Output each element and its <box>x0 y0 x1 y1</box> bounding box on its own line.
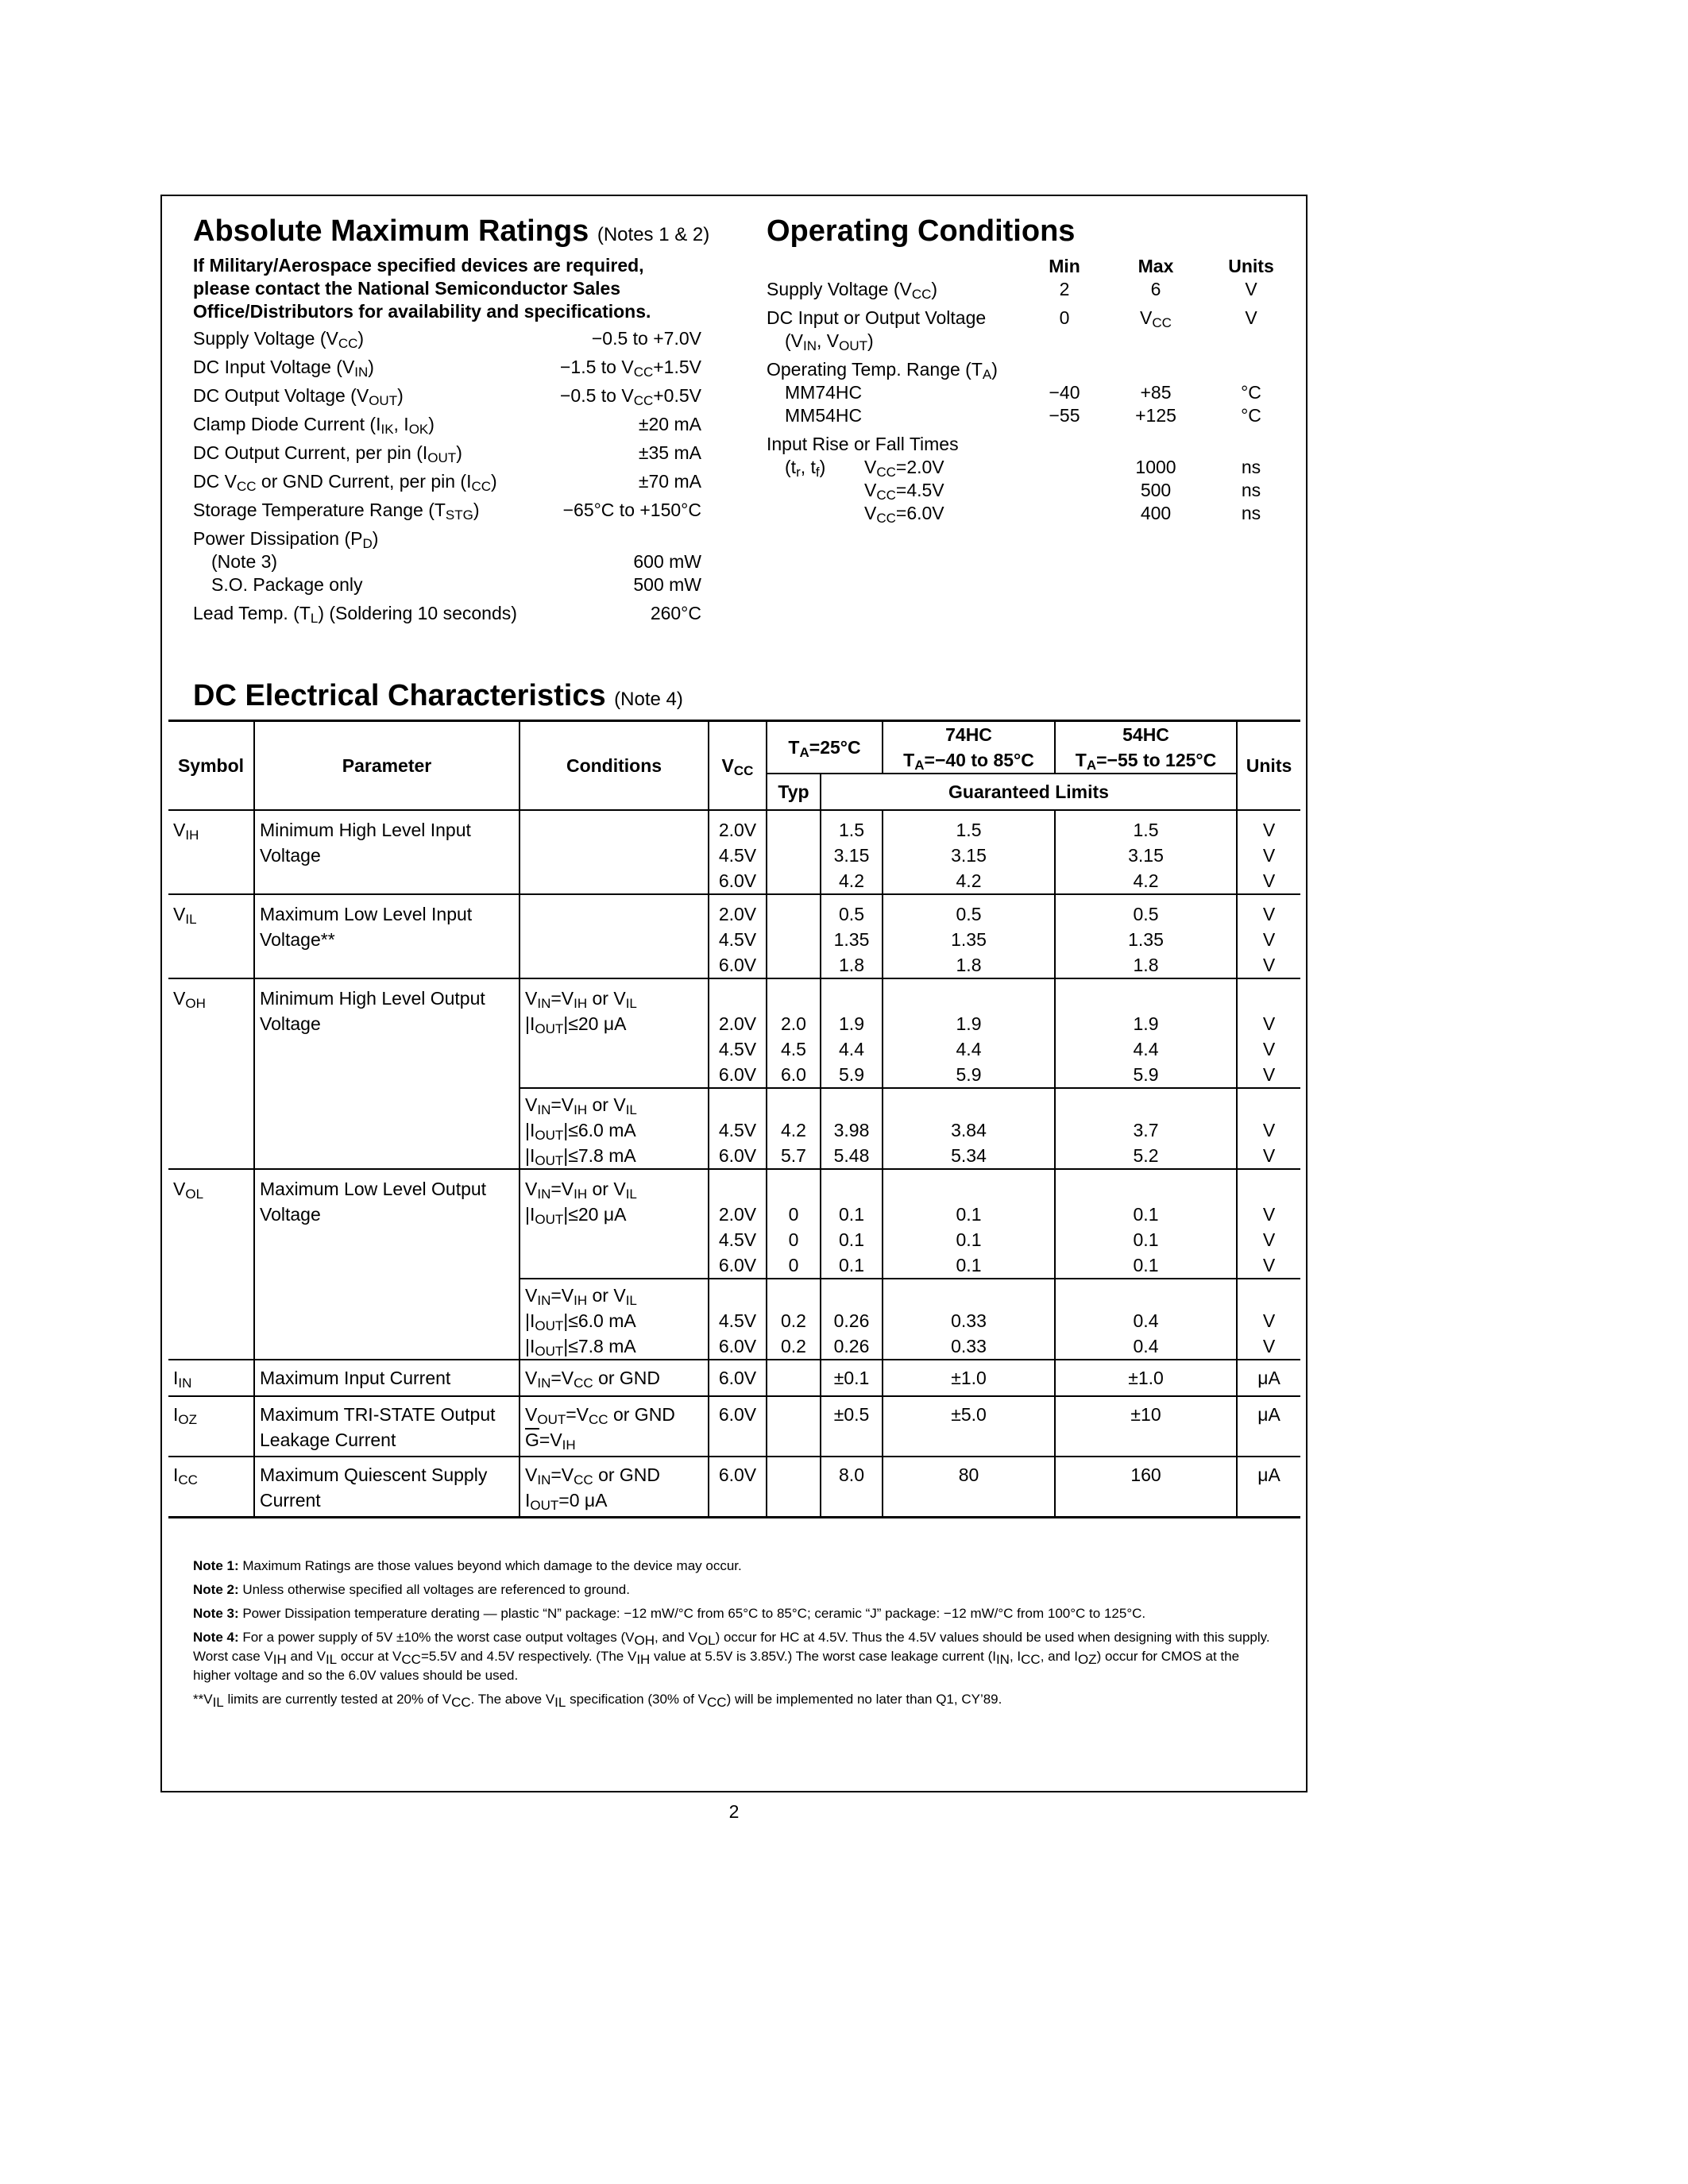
op-v20-label: $V_{CC}=2.0V$ <box>864 457 944 480</box>
military-notice: If Military/Aerospace specified devices are required, please contact the National Semiconductor Sales Office/Distributors for availability and specifications. <box>193 255 651 322</box>
note-3: Note 3: Power Dissipation temperature derating — plastic “N” package: −12 mW/°C from 65°C to 85°C; ceramic “J” package: −12 mW/°C from 100°C to 125°C. <box>193 1606 1146 1621</box>
vol-units-b: V V <box>1237 1279 1300 1360</box>
vol-54hc-a: 0.1 0.1 0.1 <box>1055 1169 1237 1279</box>
op-v45-max: 500 <box>1140 480 1172 500</box>
vol-74hc-a: 0.1 0.1 0.1 <box>883 1169 1055 1279</box>
vol-ta25-a: 0.1 0.1 0.1 <box>821 1169 883 1279</box>
voh-vcc-a: 2.0V 4.5V 6.0V <box>709 978 767 1088</box>
voh-74hc-b: 3.84 5.34 <box>883 1088 1055 1169</box>
vil-symbol: $V_{IL}$ <box>173 904 197 927</box>
note-2: Note 2: Unless otherwise specified all voltages are referenced to ground. <box>193 1582 630 1597</box>
note3-value: 600 mW <box>633 551 701 572</box>
voh-cond-b: $V_{IN}=V_{IH}$ or $V_{IL}$ $|I_{OUT}|\le 6.0$ mA $|I_{OUT}|\le 7.8$ mA <box>520 1088 709 1169</box>
op-dcio-max: $V_{CC}$ <box>1140 307 1172 330</box>
vih-symbol: $V_{IH}$ <box>173 820 199 843</box>
vih-ta25: 1.5 3.15 4.2 <box>821 810 883 894</box>
op-v45-label: $V_{CC}=4.5V$ <box>864 480 944 503</box>
dc-output-current-label: DC Output Current, per pin $(I_{OUT})$ <box>193 442 462 465</box>
iin-typ <box>767 1360 821 1396</box>
voh-typ-b: 4.2 5.7 <box>767 1088 821 1169</box>
op-mm74-min: −40 <box>1049 382 1080 403</box>
note-4: Note 4: For a power supply of 5V ±10% the worst case output voltages ($V_{OH}$, and $V_{OL}$) occur for HC at 4.5V. Thus the 4.5V values should be used when designing with this supply. Worst case $V_{IH}$ and $V_{IL}$ occur at $V_{CC}=5.5V$ and 4.5V respectively. (The $V_{IH}$ value at 5.5V is 3.85V.) The worst case leakage current ($I_{IN}$, $I_{CC}$, and $I_{OZ}$) occur for CMOS at the higher voltage and so the 6.0V values should be used. <box>193 1630 1270 1683</box>
icc-vcc: 6.0V <box>709 1457 767 1518</box>
op-supply-min: 2 <box>1059 279 1070 299</box>
dc-input-voltage-label: DC Input Voltage $(V_{IN})$ <box>193 357 374 380</box>
op-mm74-max: +85 <box>1140 382 1172 403</box>
iin-conditions: $V_{IN}=V_{CC}$ or GND <box>520 1360 709 1396</box>
voh-vcc-b: 4.5V 6.0V <box>709 1088 767 1169</box>
power-diss-label: Power Dissipation $(P_D)$ <box>193 528 379 551</box>
op-supply-units: V <box>1245 279 1257 299</box>
vih-parameter: Minimum High Level Input Voltage <box>254 810 520 894</box>
ioz-conditions: $V_{OUT}=V_{CC}$ or GND $\overline{G}=V_{IH}$ <box>520 1396 709 1457</box>
op-units-header: Units <box>1228 256 1274 276</box>
iin-54hc: ±1.0 <box>1055 1360 1237 1396</box>
vil-74hc: 0.5 1.35 1.8 <box>883 894 1055 978</box>
icc-ta25: 8.0 <box>821 1457 883 1518</box>
vih-units: V V V <box>1237 810 1300 894</box>
voh-54hc-b: 3.7 5.2 <box>1055 1088 1237 1169</box>
storage-temp-label: Storage Temperature Range $(T_{STG})$ <box>193 500 480 523</box>
footnotes <box>193 1557 1273 1714</box>
dc-input-voltage-value: −1.5 to $V_{CC}+1.5V$ <box>559 357 701 380</box>
icc-54hc: 160 <box>1055 1457 1237 1518</box>
h-ta25: $T_A=25^\circ C$ <box>767 721 883 774</box>
note-vil: $**V_{IL}$ limits are currently tested at 20% of $V_{CC}$. The above $V_{IL}$ specification (30% of $V_{CC}$) will be implemented no later than Q1, CY’89. <box>193 1692 1002 1710</box>
vih-typ <box>767 810 821 894</box>
dc-vcc-current-label: DC $V_{CC}$ or GND Current, per pin $(I_{CC})$ <box>193 471 497 494</box>
vol-ta25-b: 0.26 0.26 <box>821 1279 883 1360</box>
vih-74hc: 1.5 3.15 4.2 <box>883 810 1055 894</box>
op-rise-label: Input Rise or Fall Times <box>767 434 959 454</box>
icc-units: μA <box>1237 1457 1300 1518</box>
op-dcio-units: V <box>1245 307 1257 328</box>
page-number: 2 <box>728 1801 740 1822</box>
vil-ta25: 0.5 1.35 1.8 <box>821 894 883 978</box>
iin-parameter: Maximum Input Current <box>254 1360 520 1396</box>
op-v45-units: ns <box>1241 480 1261 500</box>
h-74hc: 74HC $T_A=-40$ to 85°C <box>883 721 1055 774</box>
op-max-header: Max <box>1138 256 1174 276</box>
vil-conditions <box>520 894 709 978</box>
voh-ta25-a: 1.9 4.4 5.9 <box>821 978 883 1088</box>
lead-temp-label: Lead Temp. $(T_L)$ (Soldering 10 seconds) <box>193 603 517 626</box>
op-supply-label: Supply Voltage $(V_{CC})$ <box>767 279 938 302</box>
ioz-parameter: Maximum TRI-STATE Output Leakage Current <box>254 1396 520 1457</box>
ioz-vcc: 6.0V <box>709 1396 767 1457</box>
h-vcc: $V_{CC}$ <box>709 721 767 811</box>
op-cond-title: Operating Conditions <box>767 214 1076 248</box>
op-v20-units: ns <box>1241 457 1261 477</box>
ioz-typ <box>767 1396 821 1457</box>
op-mm54-label: MM54HC <box>785 405 863 426</box>
iin-ta25: ±0.1 <box>821 1360 883 1396</box>
dc-title: DC Electrical Characteristics (Note 4) <box>193 679 683 712</box>
iin-symbol: $I_{IN}$ <box>173 1368 192 1391</box>
voh-typ-a: 2.0 4.5 6.0 <box>767 978 821 1088</box>
op-v20-max: 1000 <box>1135 457 1176 477</box>
voh-cond-a: $V_{IN}=V_{IH}$ or $V_{IL}$ $|I_{OUT}|\le 20$ μA <box>520 978 709 1088</box>
vol-54hc-b: 0.4 0.4 <box>1055 1279 1237 1360</box>
op-mm74-label: MM74HC <box>785 382 863 403</box>
vil-54hc: 0.5 1.35 1.8 <box>1055 894 1237 978</box>
vol-typ-b: 0.2 0.2 <box>767 1279 821 1360</box>
icc-parameter: Maximum Quiescent Supply Current <box>254 1457 520 1518</box>
vil-typ <box>767 894 821 978</box>
dc-output-voltage-label: DC Output Voltage $(V_{OUT})$ <box>193 385 404 408</box>
iin-74hc: ±1.0 <box>883 1360 1055 1396</box>
op-v60-label: $V_{CC}=6.0V$ <box>864 503 944 526</box>
op-temp-label: Operating Temp. Range $(T_A)$ <box>767 359 998 382</box>
voh-parameter: Minimum High Level Output Voltage <box>254 978 520 1169</box>
vol-parameter: Maximum Low Level Output Voltage <box>254 1169 520 1360</box>
so-package-value: 500 mW <box>633 574 701 595</box>
note-1: Note 1: Maximum Ratings are those values beyond which damage to the device may occur. <box>193 1558 742 1573</box>
clamp-current-value: ±20 mA <box>638 414 701 434</box>
h-54hc: 54HC $T_A=-55$ to 125°C <box>1055 721 1237 774</box>
vol-typ-a: 0 0 0 <box>767 1169 821 1279</box>
op-dcio-min: 0 <box>1059 307 1070 328</box>
h-conditions: Conditions <box>520 721 709 811</box>
vih-54hc: 1.5 3.15 4.2 <box>1055 810 1237 894</box>
iin-units: μA <box>1237 1360 1300 1396</box>
vol-symbol: $V_{OL}$ <box>173 1179 204 1202</box>
so-package-label: S.O. Package only <box>211 574 363 595</box>
icc-typ <box>767 1457 821 1518</box>
ioz-54hc: ±10 <box>1055 1396 1237 1457</box>
op-dcio-sub: ($V_{IN}$, $V_{OUT}$) <box>785 330 874 353</box>
vil-parameter: Maximum Low Level Input Voltage** <box>254 894 520 978</box>
op-dcio-label: DC Input or Output Voltage <box>767 307 987 328</box>
vil-vcc: 2.0V 4.5V 6.0V <box>709 894 767 978</box>
voh-74hc-a: 1.9 4.4 5.9 <box>883 978 1055 1088</box>
h-symbol: Symbol <box>168 721 254 811</box>
op-trtf-label: ($t_r$, $t_f$) <box>785 457 826 480</box>
vil-units: V V V <box>1237 894 1300 978</box>
ioz-units: μA <box>1237 1396 1300 1457</box>
op-mm74-units: °C <box>1241 382 1261 403</box>
h-guaranteed-limits: Guaranteed Limits <box>821 774 1237 810</box>
vol-vcc-a: 2.0V 4.5V 6.0V <box>709 1169 767 1279</box>
h-typ: Typ <box>767 774 821 810</box>
lead-temp-value: 260°C <box>650 603 701 623</box>
vol-cond-a: $V_{IN}=V_{IH}$ or $V_{IL}$ $|I_{OUT}|\le 20$ μA <box>520 1169 709 1279</box>
op-min-header: Min <box>1049 256 1080 276</box>
op-v60-max: 400 <box>1140 503 1172 523</box>
op-mm54-max: +125 <box>1135 405 1176 426</box>
vol-units-a: V V V <box>1237 1169 1300 1279</box>
icc-74hc: 80 <box>883 1457 1055 1518</box>
supply-voltage-value: −0.5 to +7.0V <box>591 328 701 349</box>
voh-units-a: V V V <box>1237 978 1300 1088</box>
storage-temp-value: −65°C to +150°C <box>562 500 701 520</box>
op-mm54-min: −55 <box>1049 405 1080 426</box>
vol-74hc-b: 0.33 0.33 <box>883 1279 1055 1360</box>
icc-conditions: $V_{IN}=V_{CC}$ or GND $I_{OUT}=0$ μA <box>520 1457 709 1518</box>
clamp-current-label: Clamp Diode Current ($I_{IK}$, $I_{OK}$) <box>193 414 435 437</box>
voh-symbol: $V_{OH}$ <box>173 988 206 1011</box>
dc-vcc-current-value: ±70 mA <box>638 471 701 492</box>
op-supply-max: 6 <box>1150 279 1161 299</box>
h-parameter: Parameter <box>254 721 520 811</box>
note3-label: (Note 3) <box>211 551 278 572</box>
dc-output-voltage-value: −0.5 to $V_{CC}+0.5V$ <box>559 385 701 408</box>
op-v60-units: ns <box>1241 503 1261 523</box>
supply-voltage-label: Supply Voltage $(V_{CC})$ <box>193 328 365 351</box>
ioz-74hc: ±5.0 <box>883 1396 1055 1457</box>
vih-vcc: 2.0V 4.5V 6.0V <box>709 810 767 894</box>
voh-54hc-a: 1.9 4.4 5.9 <box>1055 978 1237 1088</box>
vol-vcc-b: 4.5V 6.0V <box>709 1279 767 1360</box>
ioz-ta25: ±0.5 <box>821 1396 883 1457</box>
voh-ta25-b: 3.98 5.48 <box>821 1088 883 1169</box>
dc-output-current-value: ±35 mA <box>638 442 701 463</box>
h-units: Units <box>1237 721 1300 811</box>
abs-max-title: Absolute Maximum Ratings (Notes 1 & 2) <box>193 214 710 248</box>
op-mm54-units: °C <box>1241 405 1261 426</box>
icc-symbol: $I_{CC}$ <box>173 1464 198 1488</box>
iin-vcc: 6.0V <box>709 1360 767 1396</box>
ioz-symbol: $I_{OZ}$ <box>173 1404 197 1427</box>
voh-units-b: V V <box>1237 1088 1300 1169</box>
dc-characteristics-table <box>168 720 1300 1518</box>
vih-conditions <box>520 810 709 894</box>
vol-cond-b: $V_{IN}=V_{IH}$ or $V_{IL}$ $|I_{OUT}|\le 6.0$ mA $|I_{OUT}|\le 7.8$ mA <box>520 1279 709 1360</box>
